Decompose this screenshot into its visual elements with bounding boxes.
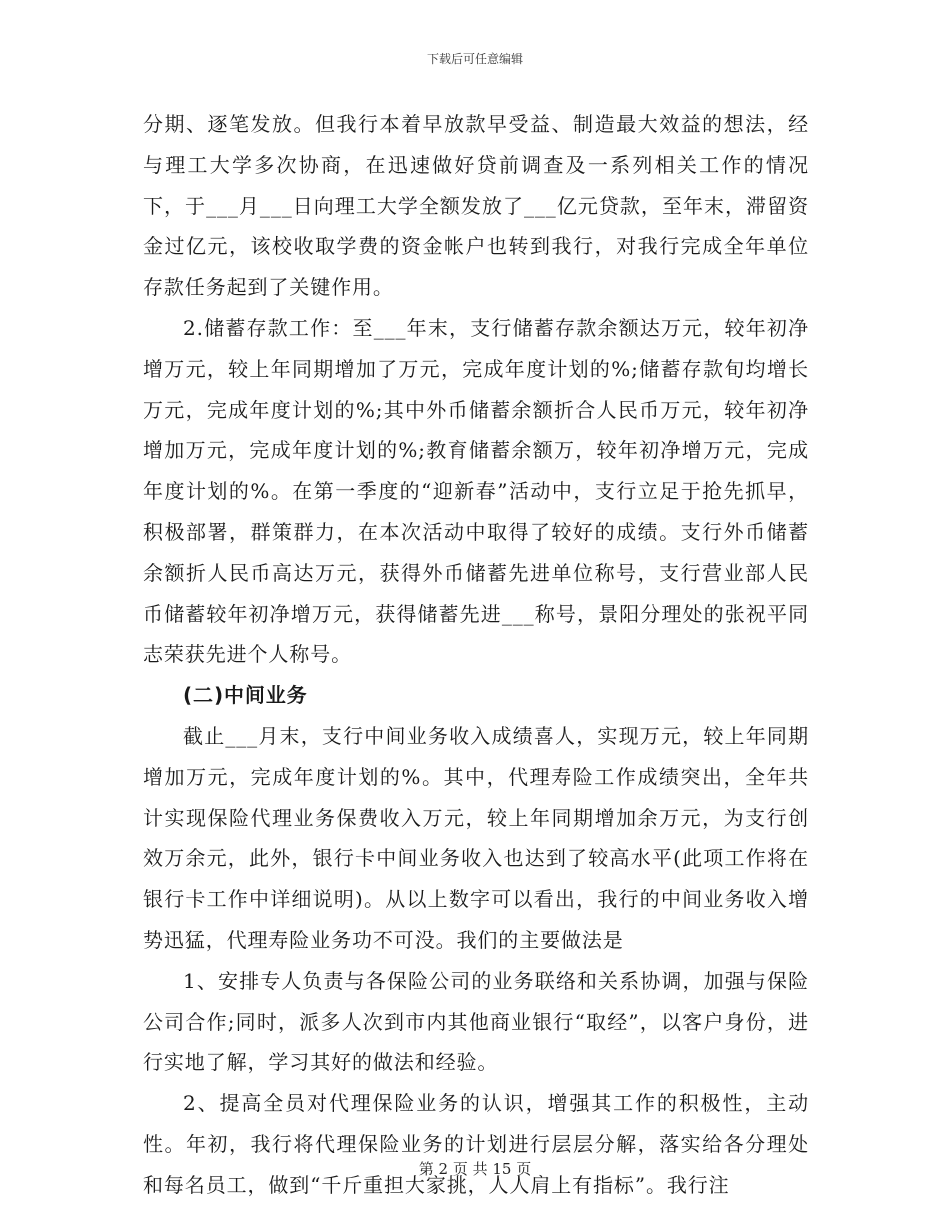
section-heading-intermediary-business: (二)中间业务 (183, 683, 308, 708)
paragraph-intermediary-income: 截止___月末，支行中间业务收入成绩喜人，实现万元，较上年同期增加万元，完成年度计划的%。其中，代理寿险工作成绩突出，全年共计实现保险代理业务保费收入万元，较上年同期增加余万元，为支行创效万余元，此外，银行卡中间业务收入也达到了较高水平(此项工作将在银行卡工作中详细说明)。从以上数字可以看出，我行的中间业务收入增势迅猛，代理寿险业务功不可没。我们的主要做法是 (143, 723, 809, 952)
document-body (143, 104, 809, 1206)
paragraph-staff-awareness: 2、提高全员对代理保险业务的认识，增强其工作的积极性，主动性。年初，我行将代理保险业务的计划进行层层分解，落实给各分理处和每名员工，做到“千斤重担大家挑，人人肩上有指标”。我行注 (143, 1091, 809, 1197)
page-footer: 第 2 页 共 15 页 (418, 1160, 532, 1178)
paragraph-savings-deposits: 2.储蓄存款工作：至___年末，支行储蓄存款余额达万元，较年初净增万元，较上年同期增加了万元，完成年度计划的%;储蓄存款旬均增长万元，完成年度计划的%;其中外币储蓄余额折合人民币万元，较年初净增加万元，完成年度计划的%;教育储蓄余额万，较年初净增万元，完成年度计划的%。在第一季度的“迎新春”活动中，支行立足于抢先抓早，积极部署，群策群力，在本次活动中取得了较好的成绩。支行外币储蓄余额折人民币高达万元，获得外币储蓄先进单位称号，支行营业部人民币储蓄较年初净增万元，获得储蓄先进___称号，景阳分理处的张祝平同志荣获先进个人称号。 (143, 315, 809, 667)
paragraph-insurance-cooperation: 1、安排专人负责与各保险公司的业务联络和关系协调，加强与保险公司合作;同时，派多人次到市内其他商业银行“取经”，以客户身份，进行实地了解，学习其好的做法和经验。 (143, 968, 809, 1075)
paragraph-loan-disbursement: 分期、逐笔发放。但我行本着早放款早受益、制造最大效益的想法，经与理工大学多次协商，在迅速做好贷前调查及一系列相关工作的情况下，于___月___日向理工大学全额发放了___亿元贷款，至年末，滞留资金过亿元，该校收取学费的资金帐户也转到我行，对我行完成全年单位存款任务起到了关键作用。 (143, 112, 809, 300)
page-header: 下载后可任意编辑 (426, 52, 523, 66)
